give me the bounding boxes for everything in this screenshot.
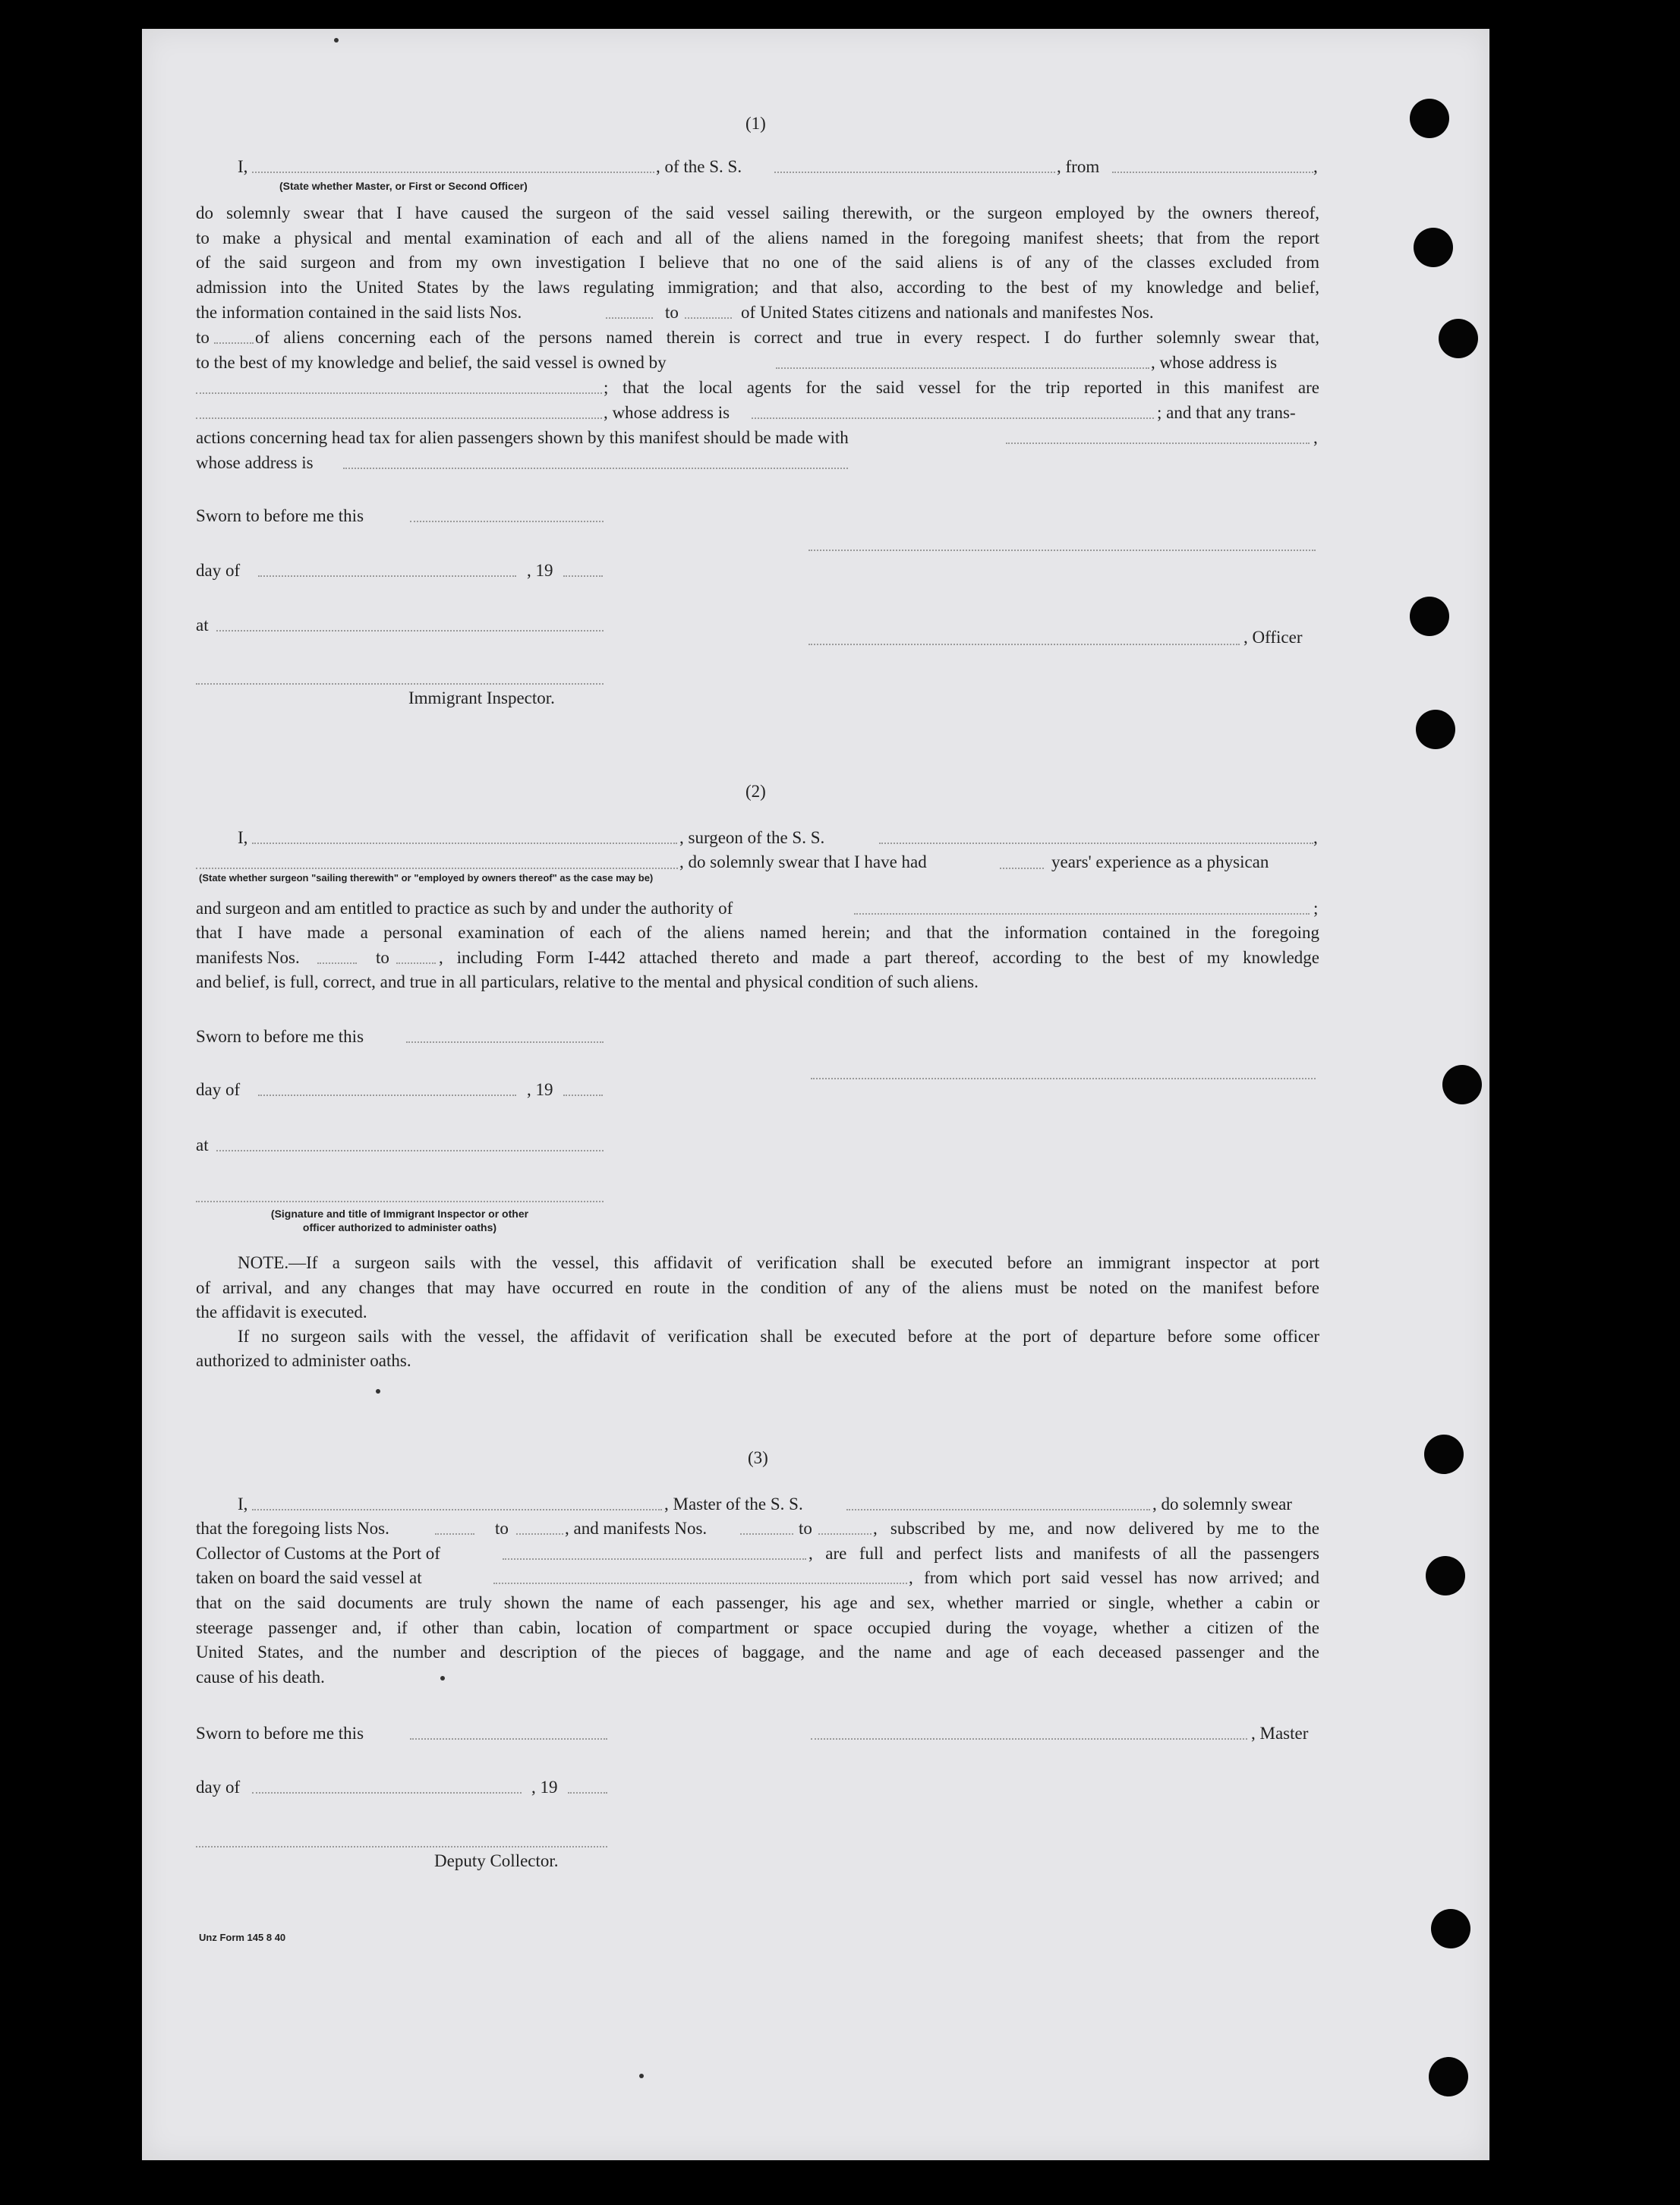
s3-body-line: that on the said documents are truly shown the name of each passenger, his age and sex, whether married or single, whether a cabin or xyxy=(196,1593,1319,1612)
s1-officer-field[interactable] xyxy=(808,644,1240,645)
s1-sworn: Sworn to before me this xyxy=(196,506,364,525)
s3-year: , 19 xyxy=(531,1778,558,1797)
owner-address-field[interactable] xyxy=(196,392,602,394)
taken-at-field[interactable] xyxy=(493,1583,907,1584)
s3-swear: , do solemnly swear xyxy=(1152,1495,1292,1514)
s3-sworn: Sworn to before me this xyxy=(196,1724,364,1743)
note-line: If no surgeon sails with the vessel, the affidavit of verification shall be executed before at the port of departure before some officer xyxy=(238,1327,1319,1346)
punch-hole xyxy=(1414,228,1453,267)
s1-of-ss: , of the S. S. xyxy=(656,157,742,176)
s1-sworn-field[interactable] xyxy=(410,521,604,522)
s1-lists-nos: the information contained in the said lists Nos. xyxy=(196,303,522,322)
s1-owned-by: to the best of my knowledge and belief, the said vessel is owned by xyxy=(196,353,667,372)
s3-year-field[interactable] xyxy=(568,1792,607,1794)
lists-to-field[interactable] xyxy=(685,317,732,319)
s1-agents: ; that the local agents for the said vessel for the trip reported in this manifest are xyxy=(604,378,1319,397)
s3-taken-on: taken on board the said vessel at xyxy=(196,1568,422,1587)
s1-caption: (State whether Master, or First or Second Officer) xyxy=(279,180,528,192)
s1-at-field[interactable] xyxy=(216,630,604,632)
s2-manifest-to-field[interactable] xyxy=(396,962,436,964)
officer-name-field[interactable] xyxy=(252,172,654,173)
surgeon-type-field[interactable] xyxy=(196,868,678,869)
s2-year: , 19 xyxy=(527,1080,553,1099)
s1-body xyxy=(196,201,1319,300)
punch-hole xyxy=(1410,99,1449,138)
s1-manifests: of United States citizens and nationals and manifestes Nos. xyxy=(741,303,1154,322)
s2-to: to xyxy=(376,948,389,967)
s2-sig-caption-2: officer authorized to administer oaths) xyxy=(302,1221,497,1233)
s1-to: to xyxy=(665,303,679,322)
s1-transactions: actions concerning head tax for alien passengers shown by this manifest should be made with xyxy=(196,428,849,447)
s1-comma2: , xyxy=(1313,428,1318,447)
owner-field[interactable] xyxy=(776,367,1149,369)
s1-comma: , xyxy=(1313,157,1318,176)
s3-lists-from-field[interactable] xyxy=(435,1533,474,1535)
s1-head-tax: ; and that any trans- xyxy=(1157,403,1296,422)
s3-sworn-field[interactable] xyxy=(410,1738,607,1740)
s2-sig-caption xyxy=(196,1207,604,1234)
punch-hole xyxy=(1424,1435,1464,1474)
s1-inspector-field[interactable] xyxy=(196,683,604,685)
s2-vessel-field[interactable] xyxy=(879,843,1313,844)
note-line: of arrival, and any changes that may have occurred en route in the condition of any of the aliens must be noted on the manifest before xyxy=(196,1278,1319,1297)
s2-sworn: Sworn to before me this xyxy=(196,1027,364,1046)
form-number: Unz Form 145 8 40 xyxy=(199,1932,286,1943)
s3-lists-nos: that the foregoing lists Nos. xyxy=(196,1519,389,1538)
s1-dayof: day of xyxy=(196,561,241,580)
s3-deputy-field[interactable] xyxy=(196,1846,607,1847)
s3-body-line: steerage passenger and, if other than cabin, location of compartment or space occupied during the voyage, whether a citizen of the xyxy=(196,1618,1319,1637)
s3-arrived: , from which port said vessel has now arrived; and xyxy=(909,1568,1319,1587)
s2-dayof: day of xyxy=(196,1080,241,1099)
ink-speck xyxy=(376,1389,380,1394)
ink-speck xyxy=(639,2074,644,2078)
s1-year-field[interactable] xyxy=(563,575,603,577)
s2-examination: that I have made a personal examination of each of the aliens named herein; and that the information contained in the foregoing xyxy=(196,923,1319,942)
vessel-name-field[interactable] xyxy=(774,172,1055,173)
s2-surgeon: , surgeon of the S. S. xyxy=(679,828,825,847)
s1-inspector: Immigrant Inspector. xyxy=(408,688,555,707)
s3-master: , Master xyxy=(1251,1724,1309,1743)
s1-i: I, xyxy=(238,157,248,176)
s3-to2: to xyxy=(799,1519,812,1538)
note-line: the affidavit is executed. xyxy=(196,1303,367,1321)
punch-hole xyxy=(1429,2057,1468,2096)
s2-authority: and surgeon and am entitled to practice as such by and under the authority of xyxy=(196,899,733,918)
s3-body-line: cause of his death. xyxy=(196,1667,325,1687)
master-name-field[interactable] xyxy=(252,1509,662,1510)
s1-aliens-line: of aliens concerning each of the persons named therein is correct and true in every respect. I do further solemnly swear that, xyxy=(255,328,1319,347)
section-2-number: (2) xyxy=(745,782,766,801)
s2-signature-field[interactable] xyxy=(811,1078,1316,1079)
s3-day-field[interactable] xyxy=(252,1792,522,1794)
s1-at: at xyxy=(196,616,209,635)
section-1-number: (1) xyxy=(745,114,766,133)
s3-manifests-to-field[interactable] xyxy=(818,1533,872,1535)
s2-semicolon: ; xyxy=(1313,899,1319,918)
surgeon-name-field[interactable] xyxy=(252,843,677,844)
s2-year-field[interactable] xyxy=(563,1095,603,1096)
ink-speck xyxy=(334,38,339,43)
s2-day-field[interactable] xyxy=(258,1095,516,1096)
punch-hole xyxy=(1416,710,1455,749)
s2-sworn-field[interactable] xyxy=(406,1041,604,1043)
s2-at-field[interactable] xyxy=(216,1150,604,1151)
s1-body-line: to make a physical and mental examination of each and all of the aliens named in the foregoing manifest sheets; that from the report xyxy=(196,228,1319,247)
punch-hole xyxy=(1431,1909,1470,1948)
s3-lists-to-field[interactable] xyxy=(516,1533,563,1535)
s3-dayof: day of xyxy=(196,1778,241,1797)
s3-master-signature-field[interactable] xyxy=(811,1738,1247,1740)
s3-body xyxy=(196,1591,1319,1690)
s3-manifests-nos: , and manifests Nos. xyxy=(565,1519,708,1538)
s1-whose-address2: whose address is xyxy=(196,453,314,472)
s2-i: I, xyxy=(238,828,248,847)
punch-hole xyxy=(1426,1556,1465,1595)
s1-agents-address: , whose address is xyxy=(604,403,730,422)
s1-day-field[interactable] xyxy=(258,575,516,577)
agents-field[interactable] xyxy=(196,417,602,419)
port-from-field[interactable] xyxy=(1112,172,1313,173)
s1-body-line: of the said surgeon and from my own investigation I believe that no one of the said aliens is of any of the classes excluded from xyxy=(196,253,1319,272)
agents-address-field[interactable] xyxy=(752,417,1154,419)
s2-at: at xyxy=(196,1136,209,1154)
s3-i: I, xyxy=(238,1495,248,1514)
s2-manifest-from-field[interactable] xyxy=(317,962,357,964)
note-line: NOTE.—If a surgeon sails with the vessel, this affidavit of verification shall be executed before an immigrant inspector at port xyxy=(238,1253,1319,1272)
s2-comma: , xyxy=(1313,828,1318,847)
s1-year: , 19 xyxy=(527,561,553,580)
s2-inspector-field[interactable] xyxy=(196,1201,604,1202)
lists-from-field[interactable] xyxy=(606,317,653,319)
s2-form: , including Form I-442 attached thereto and made a part thereof, according to the best of my knowledge xyxy=(439,948,1319,967)
port-of-field[interactable] xyxy=(503,1558,806,1560)
s1-signature-field[interactable] xyxy=(808,550,1316,551)
s1-from: , from xyxy=(1057,157,1100,176)
s3-body-line: United States, and the number and description of the pieces of baggage, and the name and age of each deceased passenger and the xyxy=(196,1643,1319,1662)
s1-to2: to xyxy=(196,328,210,347)
s1-body-line: do solemnly swear that I have caused the surgeon of the said vessel sailing therewith, or the surgeon employed by the owners thereof, xyxy=(196,203,1319,222)
s2-swear: , do solemnly swear that I have had xyxy=(679,852,927,871)
s2-caption: (State whether surgeon "sailing therewith" or "employed by owners thereof" as the case may be) xyxy=(199,872,654,884)
punch-hole xyxy=(1439,319,1478,358)
section-3-number: (3) xyxy=(748,1448,768,1467)
s3-subscribed: , subscribed by me, and now delivered by me to the xyxy=(873,1519,1319,1538)
s3-vessel-field[interactable] xyxy=(846,1509,1150,1510)
punch-hole xyxy=(1410,597,1449,636)
s1-body-line: admission into the United States by the laws regulating immigration; and that also, according to the best of my knowledge and belief, xyxy=(196,277,1319,297)
s1-officer: , Officer xyxy=(1243,628,1303,647)
s3-collector: Collector of Customs at the Port of xyxy=(196,1544,440,1563)
years-field[interactable] xyxy=(1000,868,1044,869)
s3-master-of: , Master of the S. S. xyxy=(664,1495,803,1514)
note-line: authorized to administer oaths. xyxy=(196,1351,411,1370)
head-tax-field[interactable] xyxy=(1006,443,1310,444)
s1-whose-address: , whose address is xyxy=(1151,353,1278,372)
manifest-to-field[interactable] xyxy=(214,342,254,344)
s2-years: years' experience as a physican xyxy=(1051,852,1269,871)
punch-hole xyxy=(1442,1065,1482,1104)
authority-field[interactable] xyxy=(854,913,1310,915)
s3-deputy: Deputy Collector. xyxy=(434,1851,559,1870)
head-tax-address-field[interactable] xyxy=(343,468,848,469)
s2-manifests-nos: manifests Nos. xyxy=(196,948,300,967)
s3-full-lists: , are full and perfect lists and manifests of all the passengers xyxy=(808,1544,1319,1563)
s3-manifests-from-field[interactable] xyxy=(740,1533,793,1535)
s3-to: to xyxy=(495,1519,509,1538)
s2-belief: and belief, is full, correct, and true in all particulars, relative to the mental and physical condition of such aliens. xyxy=(196,972,979,991)
s2-sig-caption-1: (Signature and title of Immigrant Inspector or other xyxy=(270,1208,529,1220)
